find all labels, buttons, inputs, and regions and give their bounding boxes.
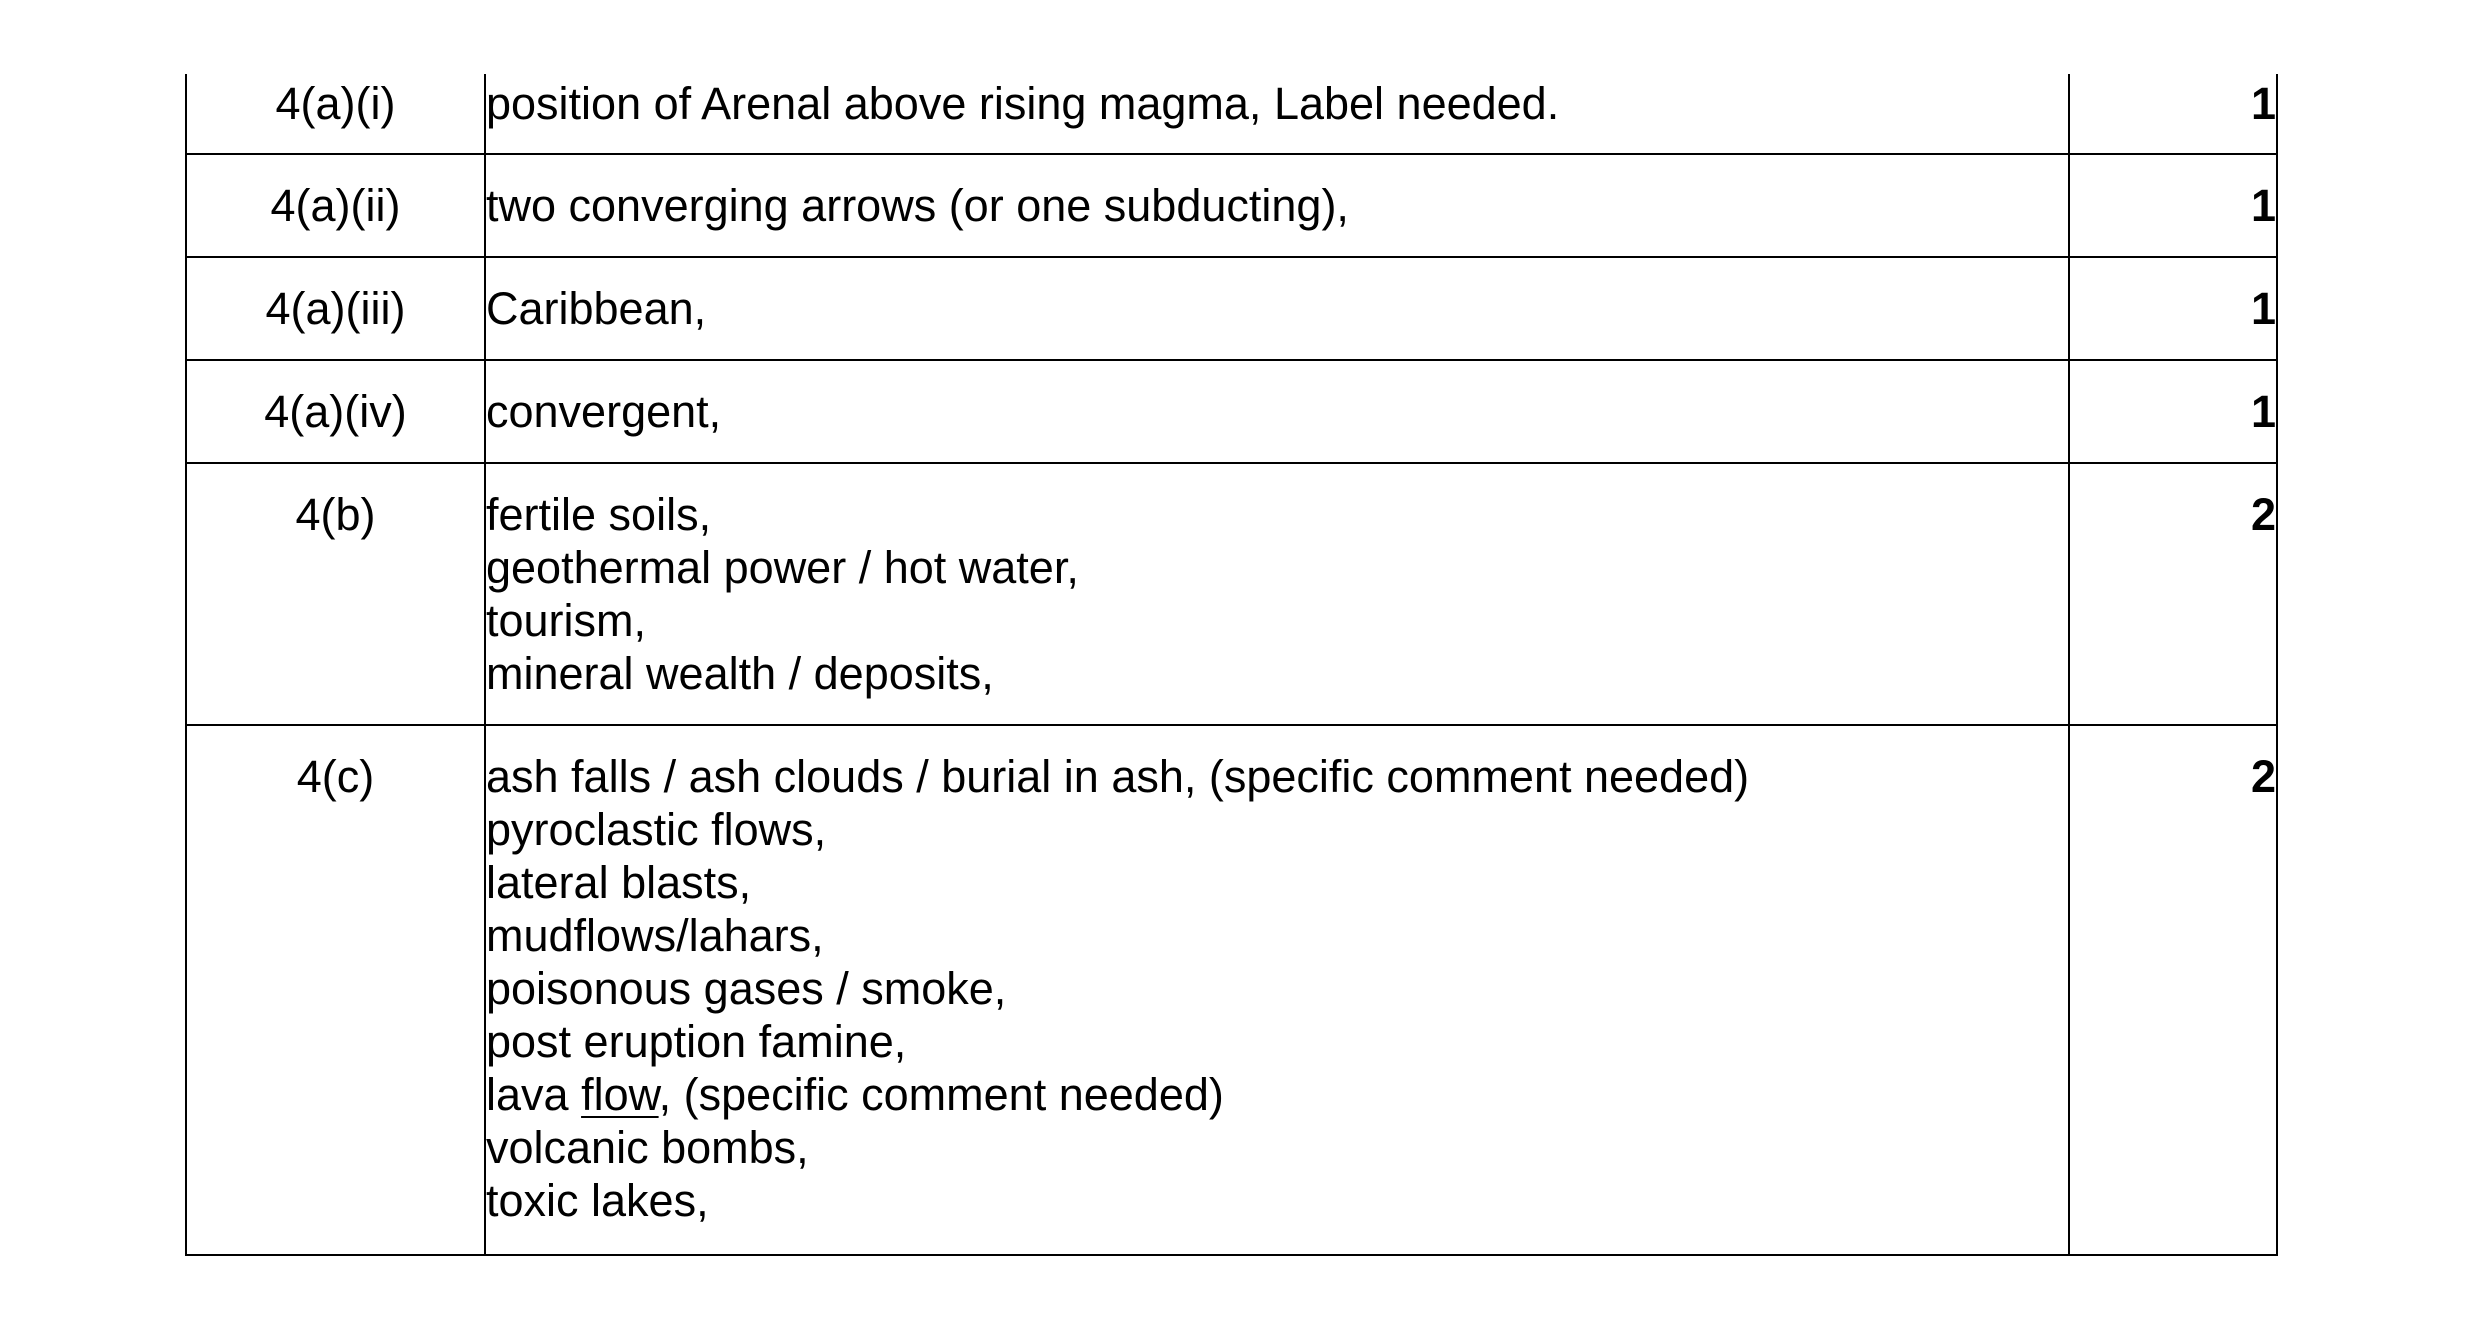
answer-line: poisonous gases / smoke, (486, 963, 1007, 1014)
answer-line: toxic lakes, (486, 1175, 709, 1226)
answer-line: geothermal power / hot water, (486, 542, 1079, 593)
marks-value: 1 (2250, 180, 2276, 231)
table-row (186, 725, 2277, 1255)
answer-text: , (specific comment needed) (658, 1069, 1224, 1120)
answer-line: Caribbean, (486, 283, 707, 334)
question-number-cell (186, 74, 485, 154)
marks-cell (2069, 725, 2277, 1255)
question-number: 4(b) (295, 489, 376, 540)
answer-line: pyroclastic flows, (486, 804, 827, 855)
marks-cell (2069, 154, 2277, 257)
answer-line: lateral blasts, (486, 857, 752, 908)
question-number: 4(a)(iii) (265, 283, 406, 334)
answer-line: fertile soils, (486, 489, 712, 540)
answer-line: volcanic bombs, (486, 1122, 809, 1173)
answer-line: mineral wealth / deposits, (486, 648, 994, 699)
answer-line: two converging arrows (or one subducting), (486, 180, 1349, 231)
answer-cell (485, 154, 2069, 257)
marks-value: 2 (2250, 489, 2276, 540)
answer-text: lava (486, 1069, 582, 1120)
answer-line-lava-flow (486, 1068, 2068, 1121)
table-row (186, 154, 2277, 257)
question-number: 4(a)(iv) (264, 386, 407, 437)
mark-scheme-table (185, 74, 2278, 1256)
table-row (186, 463, 2277, 725)
table-row (186, 257, 2277, 360)
answer-cell (485, 360, 2069, 463)
question-number: 4(c) (296, 751, 375, 802)
answer-line: position of Arenal above rising magma, Label needed. (486, 78, 1560, 129)
question-number: 4(a)(ii) (270, 180, 401, 231)
marks-value: 1 (2250, 78, 2276, 129)
underlined-keyword: flow (581, 1069, 659, 1120)
marks-cell (2069, 74, 2277, 154)
answer-cell (485, 257, 2069, 360)
answer-line: convergent, (486, 386, 722, 437)
answer-cell (485, 463, 2069, 725)
marks-cell (2069, 463, 2277, 725)
question-number-cell (186, 257, 485, 360)
question-number-cell (186, 360, 485, 463)
table-row (186, 74, 2277, 154)
answer-cell (485, 74, 2069, 154)
table-row (186, 360, 2277, 463)
marks-value: 1 (2250, 386, 2276, 437)
question-number-cell (186, 725, 485, 1255)
answer-cell (485, 725, 2069, 1255)
answer-line: tourism, (486, 595, 647, 646)
answer-line: post eruption famine, (486, 1016, 907, 1067)
answer-line: mudflows/lahars, (486, 910, 824, 961)
marks-cell (2069, 257, 2277, 360)
marks-value: 2 (2250, 751, 2276, 802)
marks-cell (2069, 360, 2277, 463)
question-number-cell (186, 154, 485, 257)
question-number-cell (186, 463, 485, 725)
question-number: 4(a)(i) (275, 78, 396, 129)
answer-line: ash falls / ash clouds / burial in ash, (specific comment needed) (486, 751, 1750, 802)
marks-value: 1 (2250, 283, 2276, 334)
